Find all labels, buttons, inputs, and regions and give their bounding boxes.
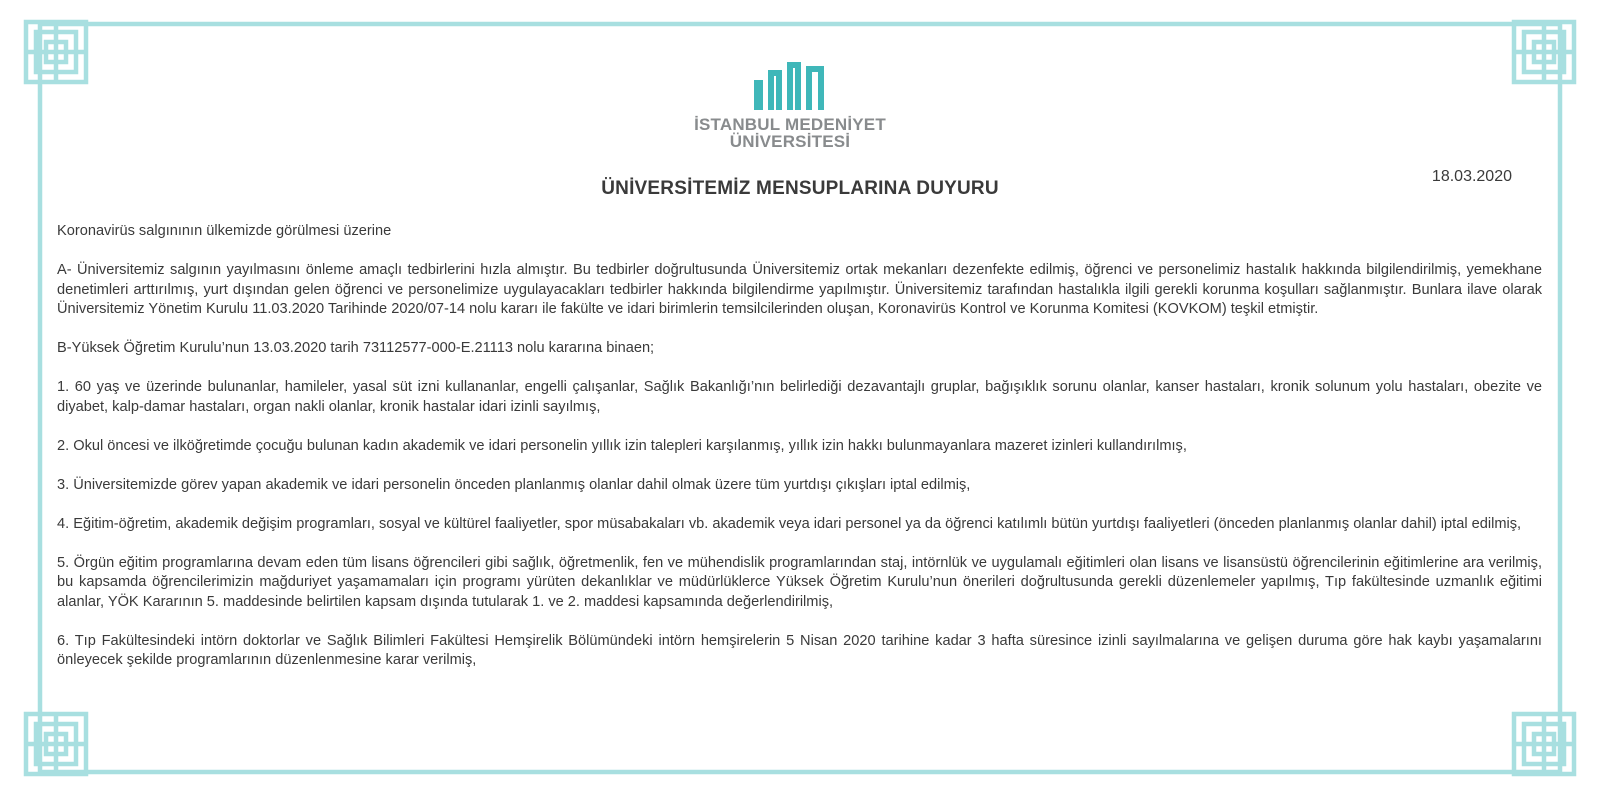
list-item: 3. Üniversitemizde görev yapan akademik ve idari personelin önceden planlanmış olanlar dahil olmak üzere tüm yurtdışı çıkışları iptal edilmiş, [57, 476, 971, 493]
corner-ornament-bottom-right [1514, 714, 1574, 774]
list-item: 1. 60 yaş ve üzerinde bulunanlar, hamileler, yasal süt izni kullananlar, engelli çalışanlar, Sağlık Bakanlığı’nın belirlediği dezavantajlı gruplar, bağışıklık sorunu olanlar, kanser hastaları, kronik solunum yolu hastaları, obezite ve diyabet, kalp-damar hastaları, organ nakli olanlar, kronik hastalar idari izinli sayılmış, [57, 379, 1542, 415]
announcement-body [57, 222, 1542, 690]
paragraph-a: A- Üniversitemiz salgının yayılmasını önleme amaçlı tedbirlerini hızla almıştır. Bu tedbirler doğrultusunda Üniversitemiz ortak mekanları dezenfekte edilmiş, öğrenci ve personelimiz hastalık hakkında bilgilendirilmiş, yemekhane denetimleri arttırılmış, yurt dışından gelen öğrenci ve personelimize uygulayacakları tedbirler hakkında bilgilendirme yapılmıştır. Üniversitemiz tarafından hastalıkla ilgili gerekli korunma koşulları sağlanmıştır. Bunlara ilave olarak Üniversitemiz Yönetim Kurulu 11.03.2020 Tarihinde 2020/07-14 nolu kararı ile fakülte ve idari birimlerin temsilcilerinden oluşan, Koronavirüs Kontrol ve Korunma Komitesi (KOVKOM) teşkil etmiştir. [57, 262, 1542, 317]
list-item: 2. Okul öncesi ve ilköğretimde çocuğu bulunan kadın akademik ve idari personelin yıllık izin talepleri karşılanmış, yıllık izin hakkı bulunmayanlara mazeret izinleri kullandırılmış, [57, 437, 1187, 454]
corner-ornament-bottom-left [26, 714, 86, 774]
corner-ornament-top-left [26, 22, 86, 82]
announcement-title: ÜNİVERSİTEMİZ MENSUPLARINA DUYURU [601, 178, 999, 199]
logo-text-line1: İSTANBUL MEDENİYET [694, 115, 886, 134]
list-item: 6. Tıp Fakültesindeki intörn doktorlar ve Sağlık Bilimleri Fakültesi Hemşirelik Bölümündeki intörn hemşirelerin 5 Nisan 2020 tarihine kadar 3 hafta süresince izinli sayılmalarına ve gelişen duruma göre hak kaybı yaşamalarını önleyecek şekilde programlarının düzenlenmesine karar verilmiş, [57, 632, 1542, 668]
logo-text-line2: ÜNİVERSİTESİ [729, 132, 851, 151]
paragraph-b: B-Yüksek Öğretim Kurulu’nun 13.03.2020 tarih 73112577-000-E.21113 nolu kararına binaen; [57, 340, 655, 356]
university-logo [690, 58, 890, 158]
announcement-date: 18.03.2020 [1431, 168, 1512, 185]
corner-ornament-top-right [1514, 22, 1574, 82]
list-item: 4. Eğitim-öğretim, akademik değişim programları, sosyal ve kültürel faaliyetler, spor müsabakaları vb. akademik veya idari personel ya da öğrenci katılımlı bütün yurtdışı faaliyetleri (önceden planlanmış olanlar dahil) iptal edilmiş, [57, 515, 1522, 532]
list-item: 5. Örgün eğitim programlarına devam eden tüm lisans öğrencileri gibi sağlık, öğretmenlik, fen ve mühendislik programlarından staj, intörnlük ve uygulamalı eğitimleri olan lisans ve lisansüstü öğrencilerinin eğitimlerine ara verilmiş, bu kapsamda öğrencilerimizin mağduriyet yaşamamaları için programı yürüten dekanlıklar ve müdürlüklerce Yüksek Öğretim Kurulu’nun önerileri doğrultusunda gerekli düzenlemeler yapılmış, Tıp fakültesinde uzmanlık eğitimi alanlar, YÖK Kararının 5. maddesinde belirtilen kapsam dışında tutularak 1. ve 2. maddesi kapsamında değerlendirilmiş, [57, 554, 1542, 610]
intro-paragraph: Koronavirüs salgınının ülkemizde görülmesi üzerine [57, 223, 392, 239]
university-logo-icon [754, 58, 826, 110]
